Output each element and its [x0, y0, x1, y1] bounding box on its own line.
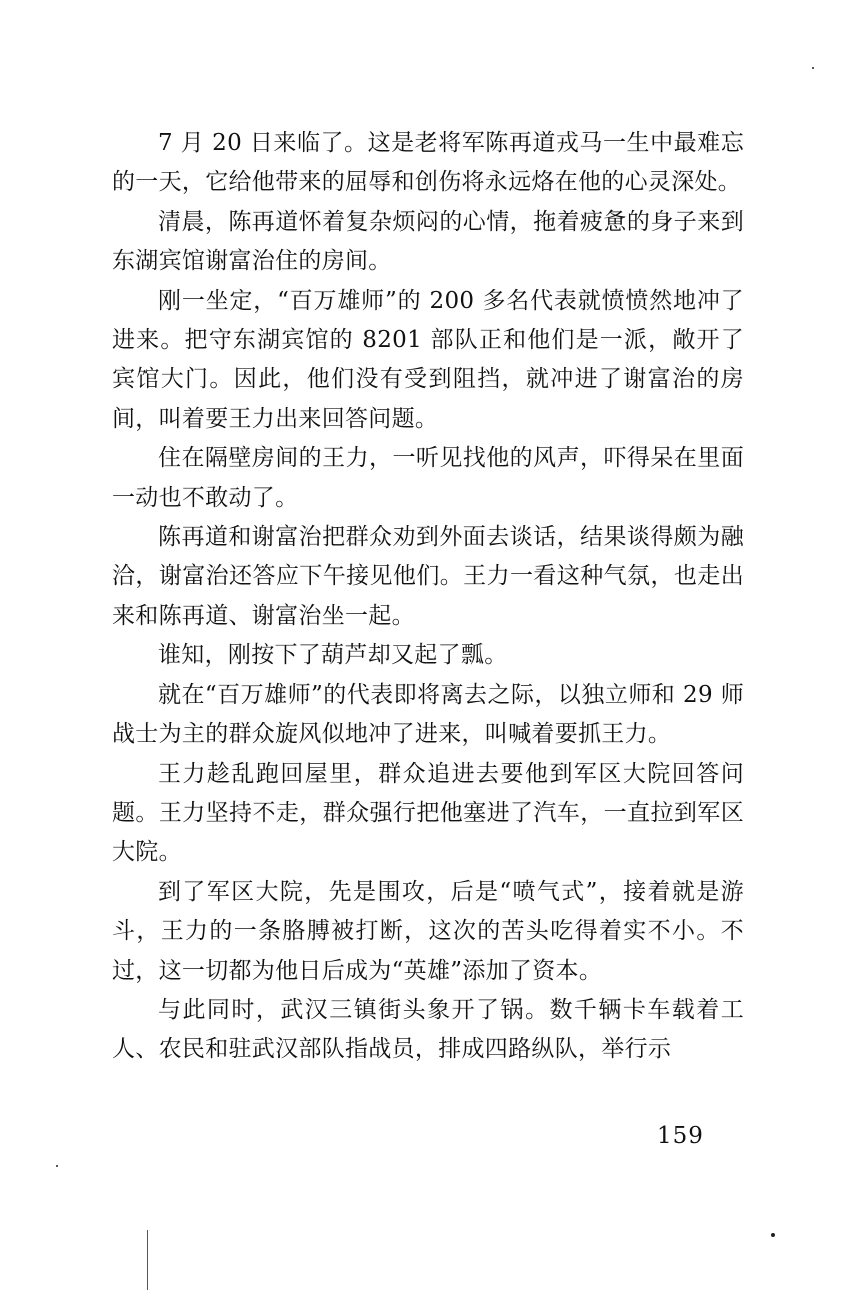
scan-speck — [812, 67, 814, 69]
scan-margin-line — [147, 1230, 148, 1290]
paragraph: 谁知，刚按下了葫芦却又起了瓢。 — [158, 642, 508, 669]
paragraph: 就在“百万雄师”的代表即将离去之际，以独立师和 29 师战士为主的群众旋风似地冲了进来，叫喊着要抓王力。 — [112, 681, 744, 748]
paragraph: 清晨，陈再道怀着复杂烦闷的心情，拖着疲惫的身子来到东湖宾馆谢富治住的房间。 — [112, 208, 744, 275]
paragraph: 陈再道和谢富治把群众劝到外面去谈话，结果谈得颇为融洽，谢富治还答应下午接见他们。王力一看这种气氛，也走出来和陈再道、谢富治坐一起。 — [112, 524, 744, 629]
paragraph: 到了军区大院，先是围攻，后是“喷气式”，接着就是游斗，王力的一条胳膊被打断，这次的苦头吃得着实不小。不过，这一切都为他日后成为“英雄”添加了资本。 — [112, 878, 744, 984]
scan-speck — [771, 1233, 775, 1237]
scan-speck — [56, 1165, 58, 1167]
paragraph: 7 月 20 日来临了。这是老将军陈再道戎马一生中最难忘的一天，它给他带来的屈辱和创伤将永远烙在他的心灵深处。 — [112, 130, 744, 196]
page-number: 159 — [657, 1123, 704, 1149]
body-text — [112, 124, 744, 1070]
paragraph: 住在隔壁房间的王力，一听见找他的风声，吓得呆在里面一动也不敢动了。 — [112, 445, 744, 511]
paragraph: 与此同时，武汉三镇街头象开了锅。数千辆卡车载着工人、农民和驻武汉部队指战员，排成四路纵队，举行示 — [112, 996, 744, 1063]
paragraph: 刚一坐定，“百万雄师”的 200 多名代表就愤愤然地冲了进来。把守东湖宾馆的 8201 部队正和他们是一派，敞开了宾馆大门。因此，他们没有受到阻挡，就冲进了谢富治的房间，叫着要王力出来回答问题。 — [112, 287, 744, 432]
paragraph: 王力趁乱跑回屋里，群众追进去要他到军区大院回答问题。王力坚持不走，群众强行把他塞进了汽车，一直拉到军区大院。 — [112, 760, 744, 866]
